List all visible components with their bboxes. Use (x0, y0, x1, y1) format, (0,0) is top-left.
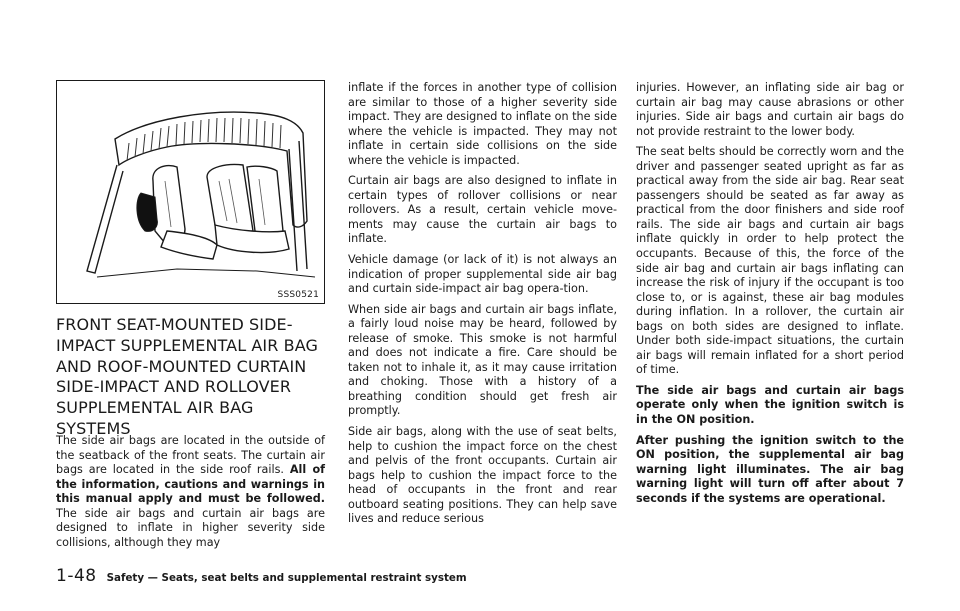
paragraph: Vehicle damage (or lack of it) is not always an indication of proper supplemental side air bag and curtain side-impact air bag opera-tion. (348, 253, 617, 296)
page-footer (56, 566, 467, 586)
paragraph: When side air bags and curtain air bags inflate, a fairly loud noise may be heard, followed by release of smoke. This smoke is not harmful and does not indicate a fire. Care should be taken not to inhale it, as it may cause irritation and choking. Those with a history of a breathing condition should get fresh air promptly. (348, 302, 617, 418)
paragraph (56, 434, 325, 550)
airbag-figure (56, 80, 325, 304)
text-column-1 (56, 434, 325, 556)
section-heading: FRONT SEAT-MOUNTED SIDE-IMPACT SUPPLEMENTAL AIR BAG AND ROOF-MOUNTED CURTAIN SIDE-IMPACT AND ROLLOVER SUPPLEMENTAL AIR BAG SYSTEMS (56, 315, 318, 438)
paragraph: The seat belts should be correctly worn and the driver and passenger seated upright as far as practical away from the side air bag. Rear seat passengers should be seated as far away as practical from the door finishers and side roof rails. The side air bags and curtain air bags inflate quickly in order to help protect the occupants. Because of this, the force of the side air bag and curtain air bags inflating can increase the risk of injury if the occupant is too close to, or is against, these air bag modules during inflation. In a rollover, the curtain air bags on both sides are designed to inflate. Under both side-impact situations, the curtain air bags will remain inflated for a short period of time. (636, 145, 904, 377)
paragraph: injuries. However, an inflating side air bag or curtain air bag may cause abrasions or other injuries. Side air bags and curtain air bags do not provide restraint to the lower body. (636, 81, 904, 138)
paragraph: Curtain air bags are also designed to inflate in certain types of rollover collisions or near rollovers. As a result, certain vehicle move-ments may cause the curtain air bags to inflate. (348, 174, 617, 246)
paragraph: Side air bags, along with the use of seat belts, help to cushion the impact force on the chest and pelvis of the front occupants. Curtain air bags help to cushion the impact force to the head of occupants in the front and rear outboard seating positions. They can help save lives and reduce serious (348, 425, 617, 526)
bold-note: The side air bags and curtain air bags operate only when the ignition switch is in the ON position. (636, 383, 904, 427)
paragraph-text: The side air bags and curtain air bags are designed to inflate in higher severity side collisions, although they may (56, 506, 325, 549)
paragraph: inflate if the forces in another type of collision are similar to those of a higher severity side impact. They are designed to inflate on the side where the vehicle is impacted. They may not inflate in certain side collisions on the side where the vehicle is impacted. (348, 81, 617, 167)
seat-airbag-illustration (57, 81, 323, 302)
running-title: Safety — Seats, seat belts and supplemental restraint system (106, 572, 467, 584)
paragraph-text: The side air bags are located in the outside of the seatback of the front seats. The curtain air bags are located in the side roof rails. (56, 434, 325, 477)
text-column-2 (348, 81, 617, 533)
warning-bold-text: All of the information, cautions and warnings in this manual apply and must be followed. (56, 463, 325, 506)
text-column-3 (636, 81, 904, 512)
figure-code: SSS0521 (277, 290, 319, 300)
page-number: 1-48 (56, 566, 97, 586)
bold-note: After pushing the ignition switch to the ON position, the supplemental air bag warning light illuminates. The air bag warning light will turn off after about 7 seconds if the systems are operational. (636, 433, 904, 505)
